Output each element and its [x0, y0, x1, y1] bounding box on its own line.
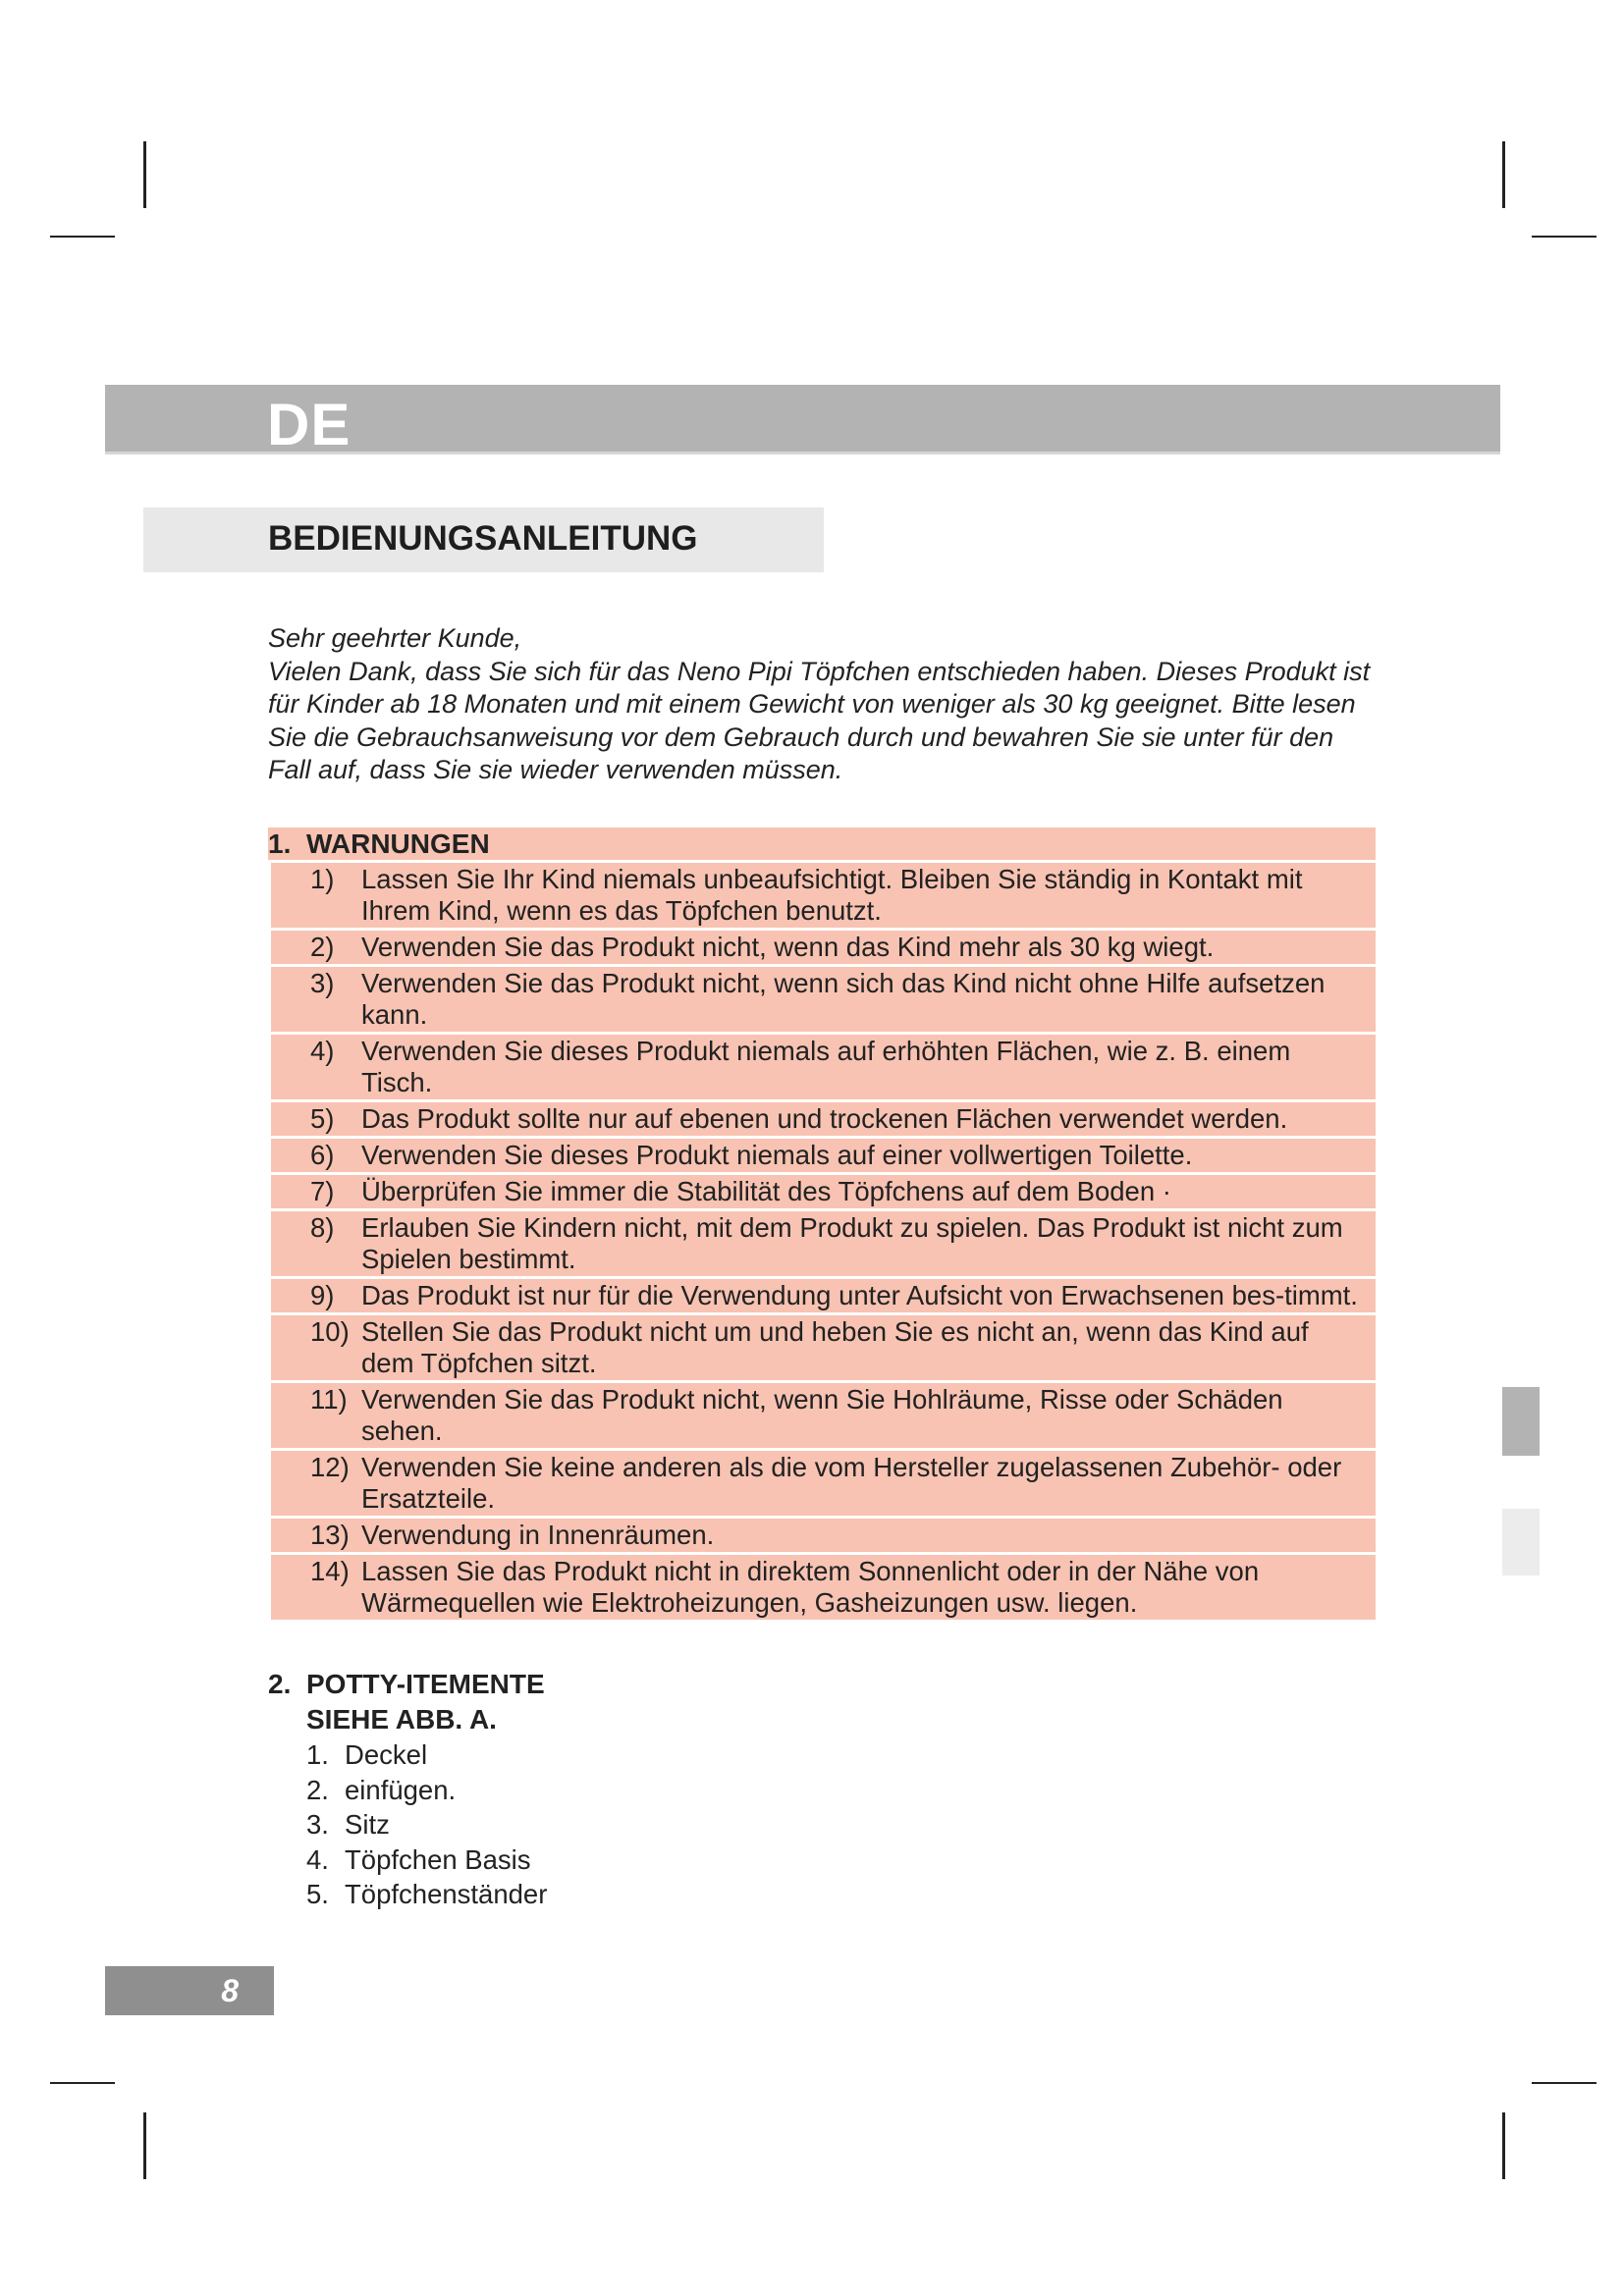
warning-item: 12) Verwenden Sie keine anderen als die vom Hersteller zugelassenen Zubehör- oder Ersatzteile. [271, 1451, 1376, 1516]
warning-item: 4) Verwenden Sie dieses Produkt niemals auf erhöhten Flächen, wie z. B. einem Tisch. [271, 1035, 1376, 1099]
warning-item: 6) Verwenden Sie dieses Produkt niemals auf einer vollwertigen Toilette. [271, 1139, 1376, 1172]
parts-number: 2. [268, 1669, 292, 1699]
crop-mark [1532, 236, 1597, 238]
list-item: 2. einfügen. [306, 1774, 457, 1805]
warning-item: 9) Das Produkt ist nur für die Verwendung unter Aufsicht von Erwachsenen bes-timmt. [271, 1279, 1376, 1312]
warning-item: 5) Das Produkt sollte nur auf ebenen und trockenen Flächen verwendet werden. [271, 1102, 1376, 1136]
warnings-heading [268, 828, 1376, 860]
list-item: 1. Deckel [306, 1739, 428, 1770]
crop-mark [143, 2112, 146, 2179]
language-header-bar [105, 385, 1500, 457]
intro-body: Vielen Dank, dass Sie sich für das Neno Pipi Töpfchen entschieden haben. Dieses Produkt ist für Kinder ab 18 Monaten und mit einem Gewicht von weniger als 30 kg geeignet. Bitte lesen Sie die Gebrauchsanweisung vor dem Gebrauch durch und bewahren Sie sie unter für den Fall auf, dass Sie sie wieder verwenden müssen. [268, 656, 1371, 784]
warning-item: 7) Überprüfen Sie immer die Stabilität des Töpfchens auf dem Boden · [271, 1175, 1376, 1208]
crop-mark [143, 141, 146, 208]
list-item: 4. Töpfchen Basis [306, 1843, 531, 1875]
crop-mark [1502, 2112, 1505, 2179]
parts-subheading: SIEHE ABB. A. [306, 1704, 497, 1735]
page-title: BEDIENUNGSANLEITUNG [268, 519, 698, 558]
language-code: DE [267, 392, 352, 457]
warning-item: 10) Stellen Sie das Produkt nicht um und heben Sie es nicht an, wenn das Kind auf dem Töpfchen sitzt. [271, 1315, 1376, 1380]
page-number-box [105, 1966, 274, 2015]
list-item: 5. Töpfchenständer [306, 1879, 548, 1909]
warnings-section [268, 828, 1376, 1623]
crop-mark [1532, 2082, 1597, 2084]
warning-item: 13) Verwendung in Innenräumen. [271, 1519, 1376, 1552]
parts-heading [268, 1667, 1152, 1702]
side-tab [1502, 1509, 1540, 1575]
intro-text [268, 622, 1378, 787]
intro-greeting: Sehr geehrter Kunde, [268, 623, 522, 653]
warning-item: 11) Verwenden Sie das Produkt nicht, wenn Sie Hohlräume, Risse oder Schäden sehen. [271, 1383, 1376, 1448]
warning-item: 2) Verwenden Sie das Produkt nicht, wenn das Kind mehr als 30 kg wiegt. [271, 931, 1376, 964]
list-item: 3. Sitz [306, 1809, 390, 1840]
crop-mark [1502, 141, 1505, 208]
page-number: 8 [221, 1973, 239, 2008]
warning-item: 1) Lassen Sie Ihr Kind niemals unbeaufsichtigt. Bleiben Sie ständig in Kontakt mit Ihrem Kind, wenn es das Töpfchen benutzt. [271, 863, 1376, 928]
crop-mark [50, 2082, 115, 2084]
side-tab-active [1502, 1387, 1540, 1456]
crop-mark [50, 236, 115, 238]
parts-heading-text: POTTY-ITEMENTE [306, 1669, 545, 1699]
warning-item: 8) Erlauben Sie Kindern nicht, mit dem Produkt zu spielen. Das Produkt ist nicht zum Spielen bestimmt. [271, 1211, 1376, 1276]
warnings-number: 1. [268, 828, 292, 859]
section-title-bar [143, 507, 824, 572]
warnings-list [271, 863, 1376, 1620]
parts-list [268, 1737, 1152, 1912]
warnings-heading-text: WARNUNGEN [306, 828, 490, 859]
warning-item: 3) Verwenden Sie das Produkt nicht, wenn sich das Kind nicht ohne Hilfe aufsetzen kann. [271, 967, 1376, 1032]
warning-item: 14) Lassen Sie das Produkt nicht in direktem Sonnenlicht oder in der Nähe von Wärmequellen wie Elektroheizungen, Gasheizungen usw. liegen. [271, 1555, 1376, 1620]
parts-section [268, 1667, 1152, 1912]
